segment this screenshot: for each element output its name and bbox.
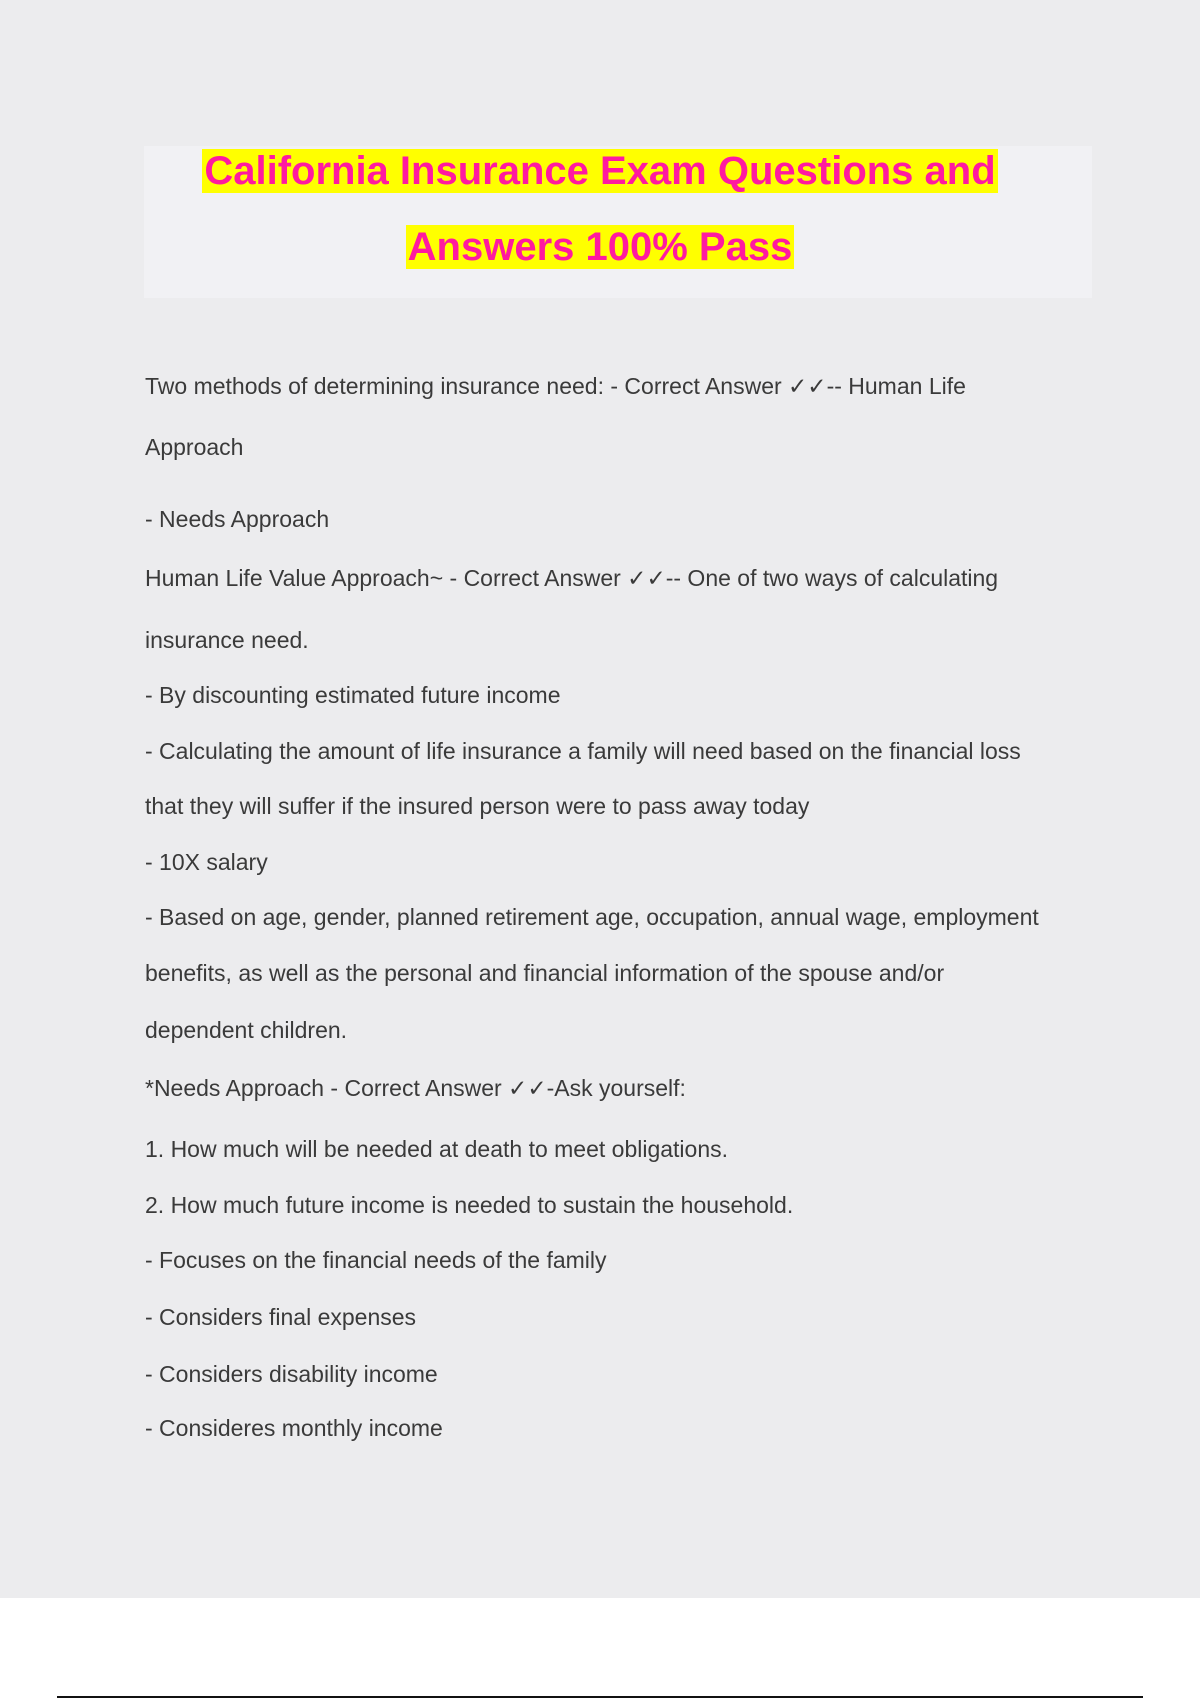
footer-divider (57, 1696, 1143, 1698)
text-line: - Needs Approach (145, 506, 330, 532)
text-line: - Based on age, gender, planned retirement age, occupation, annual wage, employment (145, 904, 1039, 930)
text-line: - Considers disability income (145, 1361, 438, 1387)
text-line: - By discounting estimated future income (145, 682, 561, 708)
text-line: Two methods of determining insurance need: - Correct Answer ✓✓-- Human Life (145, 373, 966, 399)
text-line: 1. How much will be needed at death to meet obligations. (145, 1136, 729, 1162)
title-highlight-2: Answers 100% Pass (407, 225, 793, 269)
text-line: Human Life Value Approach~ - Correct Answer ✓✓-- One of two ways of calculating (145, 565, 999, 591)
document-title-line-1 (0, 146, 1200, 196)
text-line: Approach (145, 434, 244, 460)
title-highlight-1: California Insurance Exam Questions and (204, 149, 996, 193)
text-line: - Consideres monthly income (145, 1415, 443, 1441)
text-line: - Calculating the amount of life insurance a family will need based on the financial loss (145, 738, 1021, 764)
text-line: - Considers final expenses (145, 1304, 417, 1330)
document-title-line-2 (0, 222, 1200, 272)
text-line: 2. How much future income is needed to sustain the household. (145, 1192, 794, 1218)
text-line: - 10X salary (145, 849, 268, 875)
text-line: that they will suffer if the insured person were to pass away today (145, 793, 810, 819)
text-line: dependent children. (145, 1017, 348, 1043)
text-line: *Needs Approach - Correct Answer ✓✓-Ask yourself: (145, 1075, 686, 1101)
text-line: insurance need. (145, 627, 309, 653)
text-line: - Focuses on the financial needs of the family (145, 1247, 607, 1273)
text-line: benefits, as well as the personal and financial information of the spouse and/or (145, 960, 945, 986)
